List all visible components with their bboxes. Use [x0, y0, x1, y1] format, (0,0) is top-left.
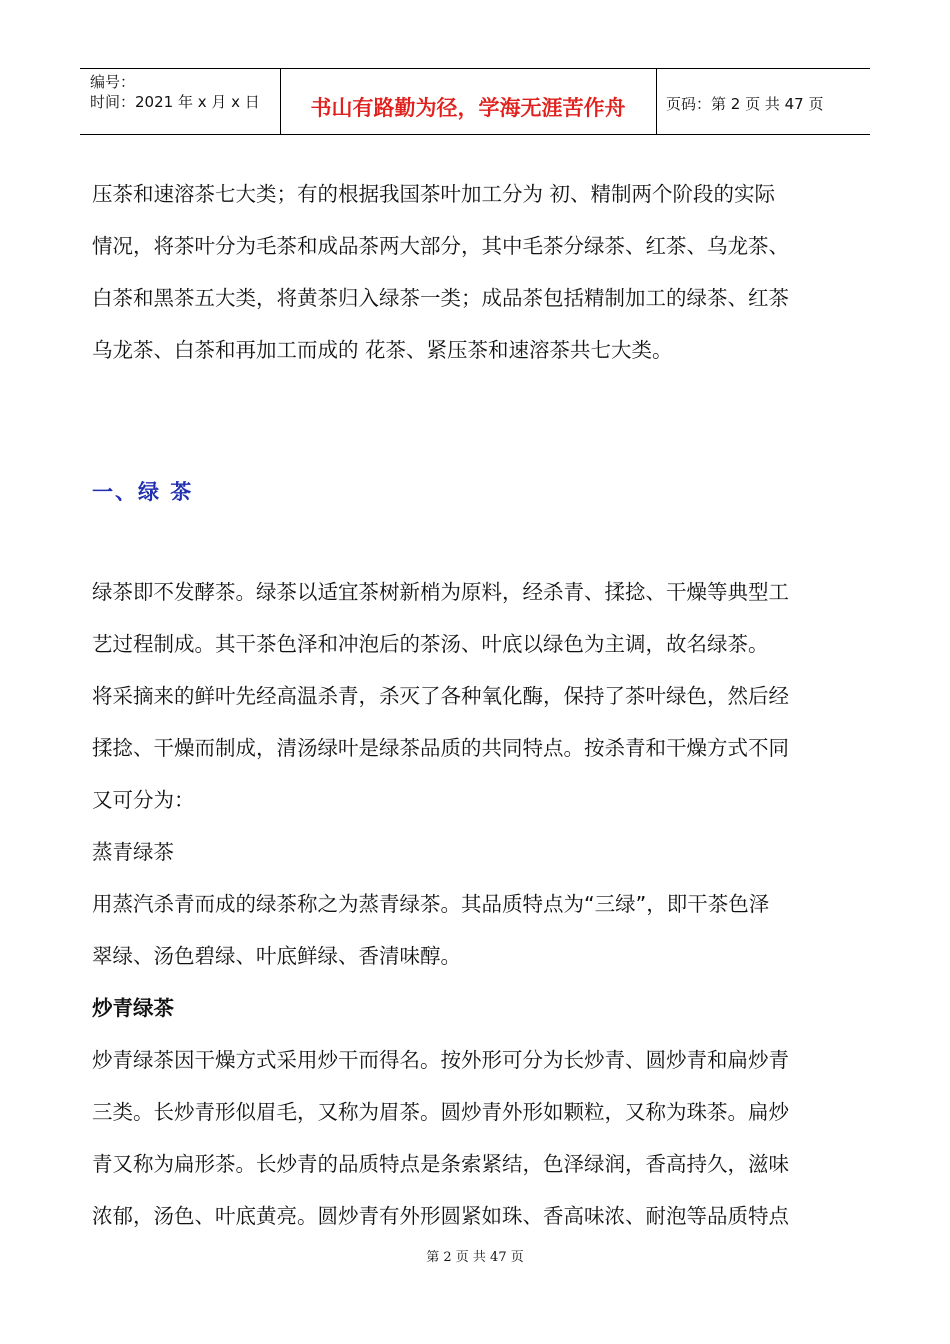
header-divider-right — [656, 68, 657, 135]
text-line: 压茶和速溶茶七大类；有的根据我国茶叶加工分为 初、精制两个阶段的实际 — [92, 182, 776, 206]
text-line: 乌龙茶、白茶和再加工而成的 花茶、紧压茶和速溶茶共七大类。 — [92, 338, 673, 362]
text-line: 艺过程制成。其干茶色泽和冲泡后的茶汤、叶底以绿色为主调，故名绿茶。 — [92, 632, 769, 656]
text-line: 浓郁，汤色、叶底黄亮。圆炒青有外形圆紧如珠、香高味浓、耐泡等品质特点 — [92, 1204, 789, 1228]
subheading-pan-fired-green-tea: 炒青绿茶 — [92, 996, 174, 1020]
text-line: 又可分为： — [92, 788, 195, 812]
header-motto: 书山有路勤为径，学海无涯苦作舟 — [310, 96, 626, 120]
header-left-cell — [90, 72, 260, 112]
header-page-info: 页码：第 2 页 共 47 页 — [666, 95, 824, 113]
text-line: 白茶和黑茶五大类，将黄茶归入绿茶一类；成品茶包括精制加工的绿茶、红茶 — [92, 286, 789, 310]
intro-paragraph — [92, 168, 872, 376]
text-line: 三类。长炒青形似眉毛，又称为眉茶。圆炒青外形如颗粒，又称为珠茶。扁炒 — [92, 1100, 789, 1124]
subheading-steamed-green-tea: 蒸青绿茶 — [92, 840, 174, 864]
text-line: 绿茶即不发酵茶。绿茶以适宜茶树新梢为原料，经杀青、揉捻、干燥等典型工 — [92, 580, 789, 604]
page-footer: 第 2 页 共 47 页 — [426, 1250, 524, 1265]
text-line: 翠绿、汤色碧绿、叶底鲜绿、香清味醇。 — [92, 944, 461, 968]
document-number-label: 编号： — [90, 73, 136, 91]
text-line: 揉捻、干燥而制成，清汤绿叶是绿茶品质的共同特点。按杀青和干燥方式不同 — [92, 736, 789, 760]
section-body — [92, 566, 872, 1242]
text-line: 青又称为扁形茶。长炒青的品质特点是条索紧结，色泽绿润，香高持久，滋味 — [92, 1152, 789, 1176]
text-line: 将采摘来的鲜叶先经高温杀青，杀灭了各种氧化酶，保持了茶叶绿色，然后经 — [92, 684, 789, 708]
text-line: 情况，将茶叶分为毛茶和成品茶两大部分，其中毛茶分绿茶、红茶、乌龙茶、 — [92, 234, 789, 258]
header-divider-left — [280, 68, 281, 135]
text-line: 用蒸汽杀青而成的绿茶称之为蒸青绿茶。其品质特点为“三绿”，即干茶色泽 — [92, 892, 770, 916]
header-bottom-rule — [80, 134, 870, 135]
section-heading: 一、绿 茶 — [92, 480, 194, 504]
document-time-label: 时间：2021 年 x 月 x 日 — [90, 93, 260, 111]
header-top-rule — [80, 68, 870, 69]
text-line: 炒青绿茶因干燥方式采用炒干而得名。按外形可分为长炒青、圆炒青和扁炒青 — [92, 1048, 789, 1072]
